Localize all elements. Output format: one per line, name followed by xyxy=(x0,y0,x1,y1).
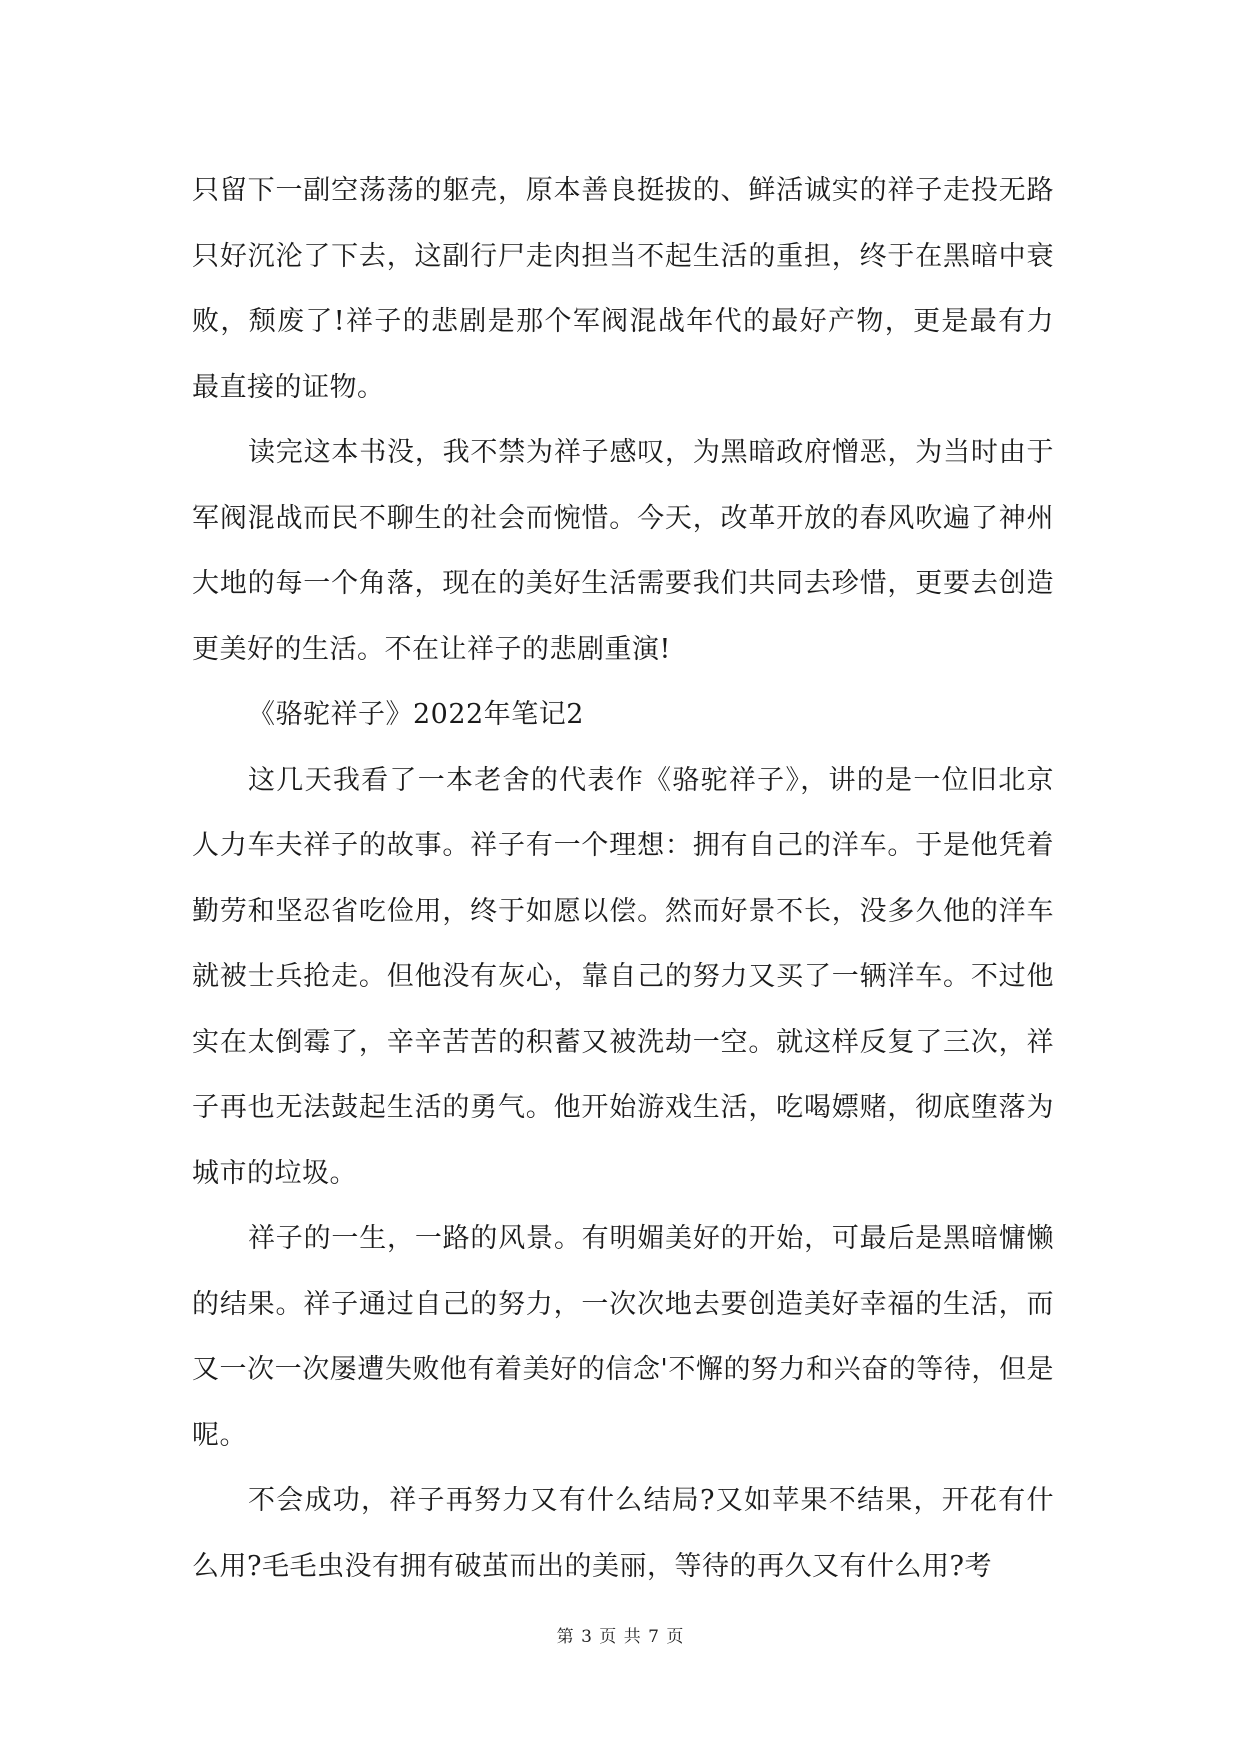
paragraph-3: 这几天我看了一本老舍的代表作《骆驼祥子》，讲的是一位旧北京人力车夫祥子的故事。祥子有一个理想：拥有自己的洋车。于是他凭着勤劳和坚忍省吃俭用，终于如愿以偿。然而好景不长，没多久他的洋车就被士兵抢走。但他没有灰心，靠自己的努力又买了一辆洋车。不过他实在太倒霉了，辛辛苦苦的积蓄又被洗劫一空。就这样反复了三次，祥子再也无法鼓起生活的勇气。他开始游戏生活，吃喝嫖赌，彻底堕落为城市的垃圾。 xyxy=(192,764,1054,1189)
paragraph-5: 不会成功，祥子再努力又有什么结局?又如苹果不结果，开花有什么用?毛毛虫没有拥有破茧而出的美丽，等待的再久又有什么用?考 xyxy=(192,1485,1054,1582)
paragraph-1: 只留下一副空荡荡的躯壳，原本善良挺拔的、鲜活诚实的祥子走投无路只好沉沦了下去，这副行尸走肉担当不起生活的重担，终于在黑暗中衰败，颓废了!祥子的悲剧是那个军阀混战年代的最好产物，更是最有力最直接的证物。 xyxy=(192,175,1054,403)
page-number-footer: 第 3 页 共 7 页 xyxy=(556,1627,685,1647)
document-body xyxy=(192,158,1054,1599)
paragraph-2: 读完这本书没，我不禁为祥子感叹，为黑暗政府憎恶，为当时由于军阀混战而民不聊生的社会而惋惜。今天，改革开放的春风吹遍了神州大地的每一个角落，现在的美好生活需要我们共同去珍惜，更要去创造更美好的生活。不在让祥子的悲剧重演! xyxy=(192,437,1054,665)
section-heading: 《骆驼祥子》2022年笔记2 xyxy=(248,699,584,730)
paragraph-4: 祥子的一生，一路的风景。有明媚美好的开始，可最后是黑暗慵懒的结果。祥子通过自己的努力，一次次地去要创造美好幸福的生活，而又一次一次屡遭失败他有着美好的信念'不懈的努力和兴奋的等待，但是呢。 xyxy=(192,1223,1054,1451)
